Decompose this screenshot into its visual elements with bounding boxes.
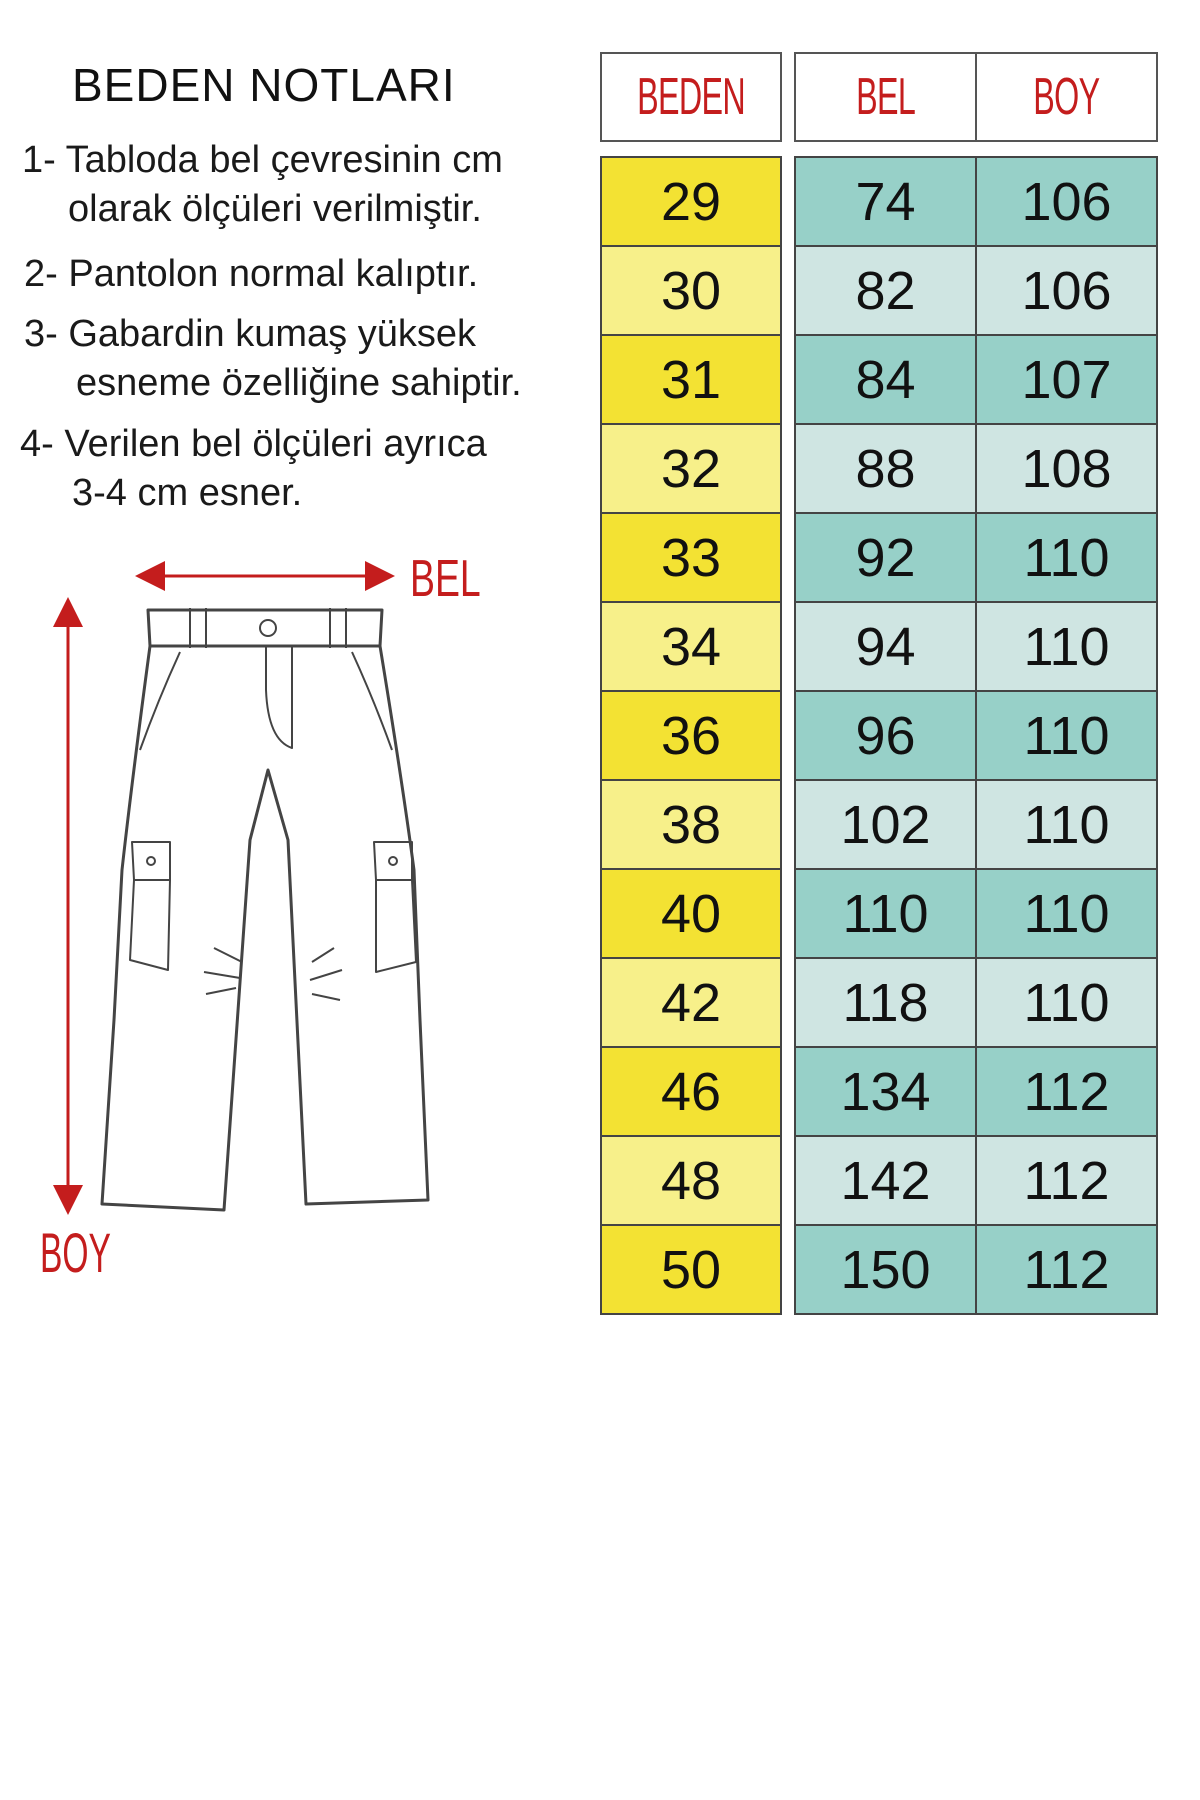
note-1 [22, 136, 503, 234]
note-3 [24, 310, 522, 408]
size-cell: 46 [660, 1061, 722, 1122]
table-row [796, 423, 1156, 512]
note-4 [20, 420, 487, 518]
waist-cell: 142 [796, 1137, 977, 1224]
table-row [602, 245, 780, 334]
waist-cell: 150 [796, 1226, 977, 1313]
length-cell: 106 [977, 158, 1156, 245]
size-cell: 50 [660, 1239, 722, 1300]
note-3-line-2: esneme özelliğine sahiptir. [76, 362, 522, 404]
size-cell: 36 [660, 705, 722, 766]
waist-cell: 92 [796, 514, 977, 601]
notes-title: BEDEN NOTLARI [72, 59, 456, 111]
table-row [602, 423, 780, 512]
table-row [796, 156, 1156, 245]
size-cell: 34 [660, 616, 722, 677]
length-label: BOY [40, 1221, 111, 1285]
table-row [796, 868, 1156, 957]
waist-cell: 110 [796, 870, 977, 957]
header-boy [975, 52, 1158, 142]
note-1-line-2: olarak ölçüleri verilmiştir. [68, 188, 482, 230]
table-row [602, 1135, 780, 1224]
table-row [796, 512, 1156, 601]
table-row [602, 512, 780, 601]
note-4-line-2: 3-4 cm esner. [72, 472, 303, 514]
note-2 [24, 250, 478, 299]
length-cell: 110 [977, 692, 1156, 779]
waist-cell: 88 [796, 425, 977, 512]
size-cell: 40 [660, 883, 722, 944]
table-row [602, 156, 780, 245]
size-cell: 31 [660, 349, 722, 410]
size-cell: 48 [660, 1150, 722, 1211]
note-3-line-1: 3- Gabardin kumaş yüksek [24, 313, 476, 355]
table-row [602, 1046, 780, 1135]
header-beden [600, 52, 782, 142]
size-cell: 32 [660, 438, 722, 499]
length-cell: 106 [977, 247, 1156, 334]
header-bel [794, 52, 976, 142]
size-column [600, 156, 782, 1315]
size-cell: 42 [660, 972, 722, 1033]
header-boy-label: BOY [1033, 68, 1100, 126]
waist-cell: 94 [796, 603, 977, 690]
waist-cell: 102 [796, 781, 977, 868]
waist-cell: 118 [796, 959, 977, 1046]
table-row [796, 601, 1156, 690]
length-cell: 110 [977, 870, 1156, 957]
measurement-columns [794, 156, 1158, 1315]
table-row [602, 1224, 780, 1315]
length-cell: 108 [977, 425, 1156, 512]
table-row [602, 334, 780, 423]
length-cell: 107 [977, 336, 1156, 423]
note-2-line-1: 2- Pantolon normal kalıptır. [24, 253, 479, 295]
size-cell: 30 [660, 260, 722, 321]
waist-cell: 134 [796, 1048, 977, 1135]
header-beden-label: BEDEN [637, 68, 745, 126]
header-bel-label: BEL [855, 68, 916, 126]
waist-cell: 82 [796, 247, 977, 334]
length-cell: 112 [977, 1226, 1156, 1313]
table-row [796, 1224, 1156, 1315]
table-row [796, 1135, 1156, 1224]
table-row [796, 779, 1156, 868]
length-cell: 110 [977, 603, 1156, 690]
table-row [602, 957, 780, 1046]
waist-cell: 96 [796, 692, 977, 779]
length-cell: 110 [977, 781, 1156, 868]
table-row [796, 245, 1156, 334]
length-cell: 110 [977, 514, 1156, 601]
table-row [602, 690, 780, 779]
table-row [602, 868, 780, 957]
length-cell: 112 [977, 1048, 1156, 1135]
table-row [602, 601, 780, 690]
pants-outline [102, 608, 428, 1210]
size-cell: 33 [660, 527, 722, 588]
table-row [796, 690, 1156, 779]
table-row [796, 334, 1156, 423]
waist-cell: 84 [796, 336, 977, 423]
length-cell: 112 [977, 1137, 1156, 1224]
table-row [602, 779, 780, 868]
length-cell: 110 [977, 959, 1156, 1046]
size-cell: 29 [660, 171, 722, 232]
table-row [796, 957, 1156, 1046]
waist-cell: 74 [796, 158, 977, 245]
note-1-line-1: 1- Tabloda bel çevresinin cm [22, 139, 503, 181]
size-chart-table [600, 52, 1160, 1316]
size-cell: 38 [660, 794, 722, 855]
table-row [796, 1046, 1156, 1135]
pants-diagram [30, 540, 510, 1300]
waist-label: BEL [410, 548, 481, 608]
note-4-line-1: 4- Verilen bel ölçüleri ayrıca [20, 423, 487, 465]
